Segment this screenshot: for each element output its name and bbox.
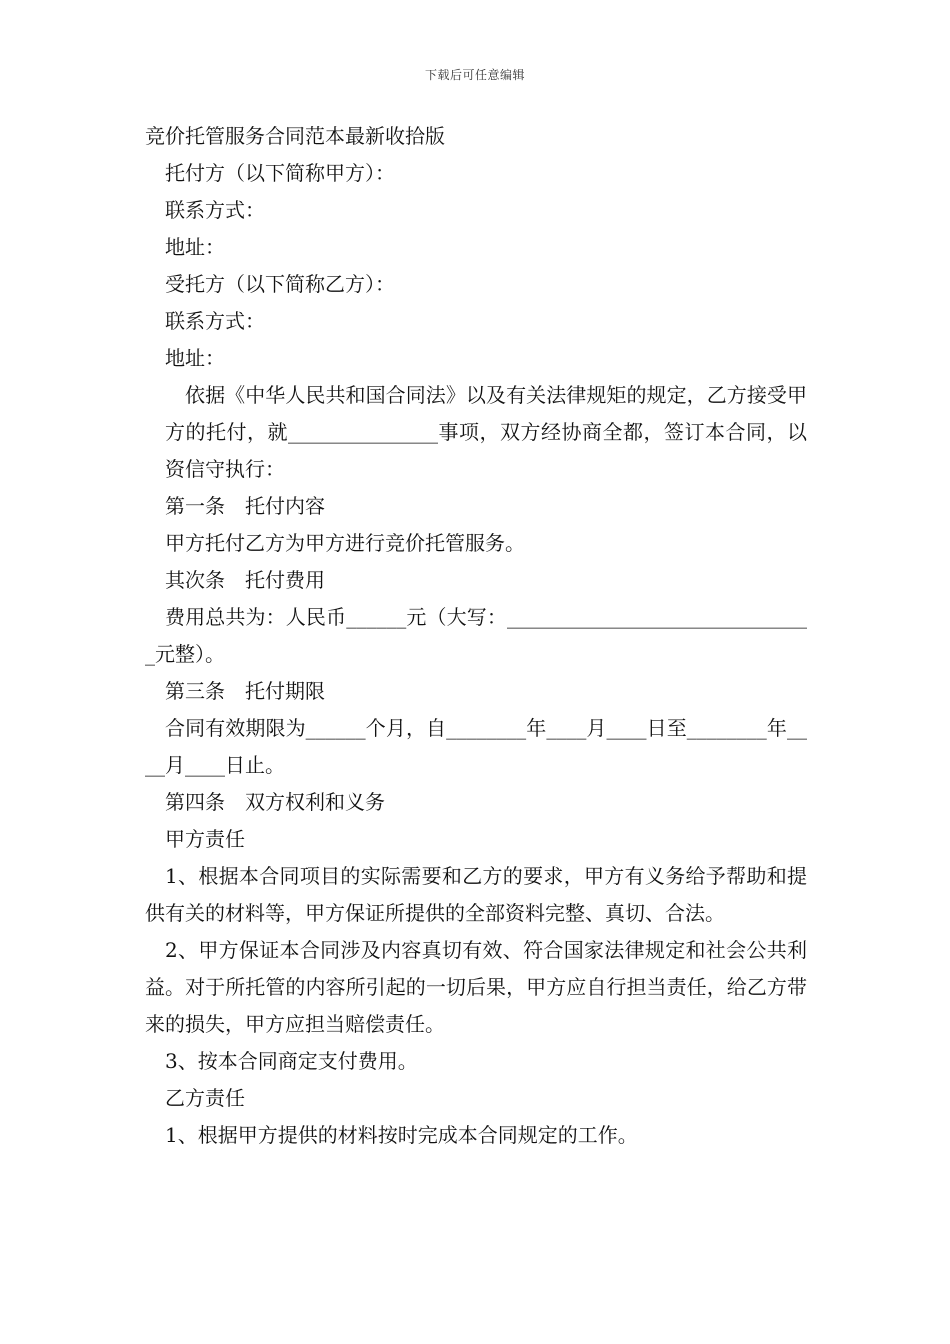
party-a-duties-heading: 甲方责任 xyxy=(165,827,245,851)
term-paragraph xyxy=(145,710,807,784)
party-a-duty-2-text: 2、甲方保证本合同涉及内容真切有效、符合国家法律规定和社会公共利益。对于所托管的内容所引起的一切后果，甲方应自行担当责任，给乙方带来的损失，甲方应担当赔偿责任。 xyxy=(145,938,807,1036)
party-b-contact: 联系方式： xyxy=(165,309,265,333)
party-a-contact: 联系方式： xyxy=(165,198,265,222)
party-a-line: 托付方（以下简称甲方）： xyxy=(165,161,395,185)
preamble-paragraph xyxy=(145,377,807,488)
party-a-duty-1 xyxy=(145,858,807,932)
party-a-duty-2 xyxy=(145,932,807,1043)
article-1-content: 甲方托付乙方为甲方进行竞价托管服务。 xyxy=(165,531,525,555)
preamble-text: 依据《中华人民共和国合同法》以及有关法律规矩的规定，乙方接受甲方的托付，就_______________事项，双方经协商全都，签订本合同，以资信守执行： xyxy=(165,383,807,481)
term-text: 合同有效期限为______个月，自________年____月____日至________年____月____日止。 xyxy=(145,716,807,777)
party-b-line: 受托方（以下简称乙方）： xyxy=(165,272,395,296)
article-2-heading: 其次条 托付费用 xyxy=(165,568,325,592)
article-4-heading: 第四条 双方权利和义务 xyxy=(165,790,385,814)
document-body xyxy=(145,118,807,1154)
document-title: 竞价托管服务合同范本最新收拾版 xyxy=(145,124,445,148)
fee-text: 费用总共为：人民币______元（大写：_______________________________元整）。 xyxy=(145,605,807,666)
party-a-duty-3: 3、按本合同商定支付费用。 xyxy=(165,1049,418,1073)
party-a-address: 地址： xyxy=(165,235,225,259)
article-1-heading: 第一条 托付内容 xyxy=(165,494,325,518)
article-3-heading: 第三条 托付期限 xyxy=(165,679,325,703)
party-b-address: 地址： xyxy=(165,346,225,370)
party-b-duties-heading: 乙方责任 xyxy=(165,1086,245,1110)
fee-paragraph xyxy=(145,599,807,673)
party-b-duty-1: 1、根据甲方提供的材料按时完成本合同规定的工作。 xyxy=(165,1123,638,1147)
header-note: 下载后可任意编辑 xyxy=(424,68,525,82)
party-a-duty-1-text: 1、根据本合同项目的实际需要和乙方的要求，甲方有义务给予帮助和提供有关的材料等，甲方保证所提供的全部资料完整、真切、合法。 xyxy=(145,864,807,925)
